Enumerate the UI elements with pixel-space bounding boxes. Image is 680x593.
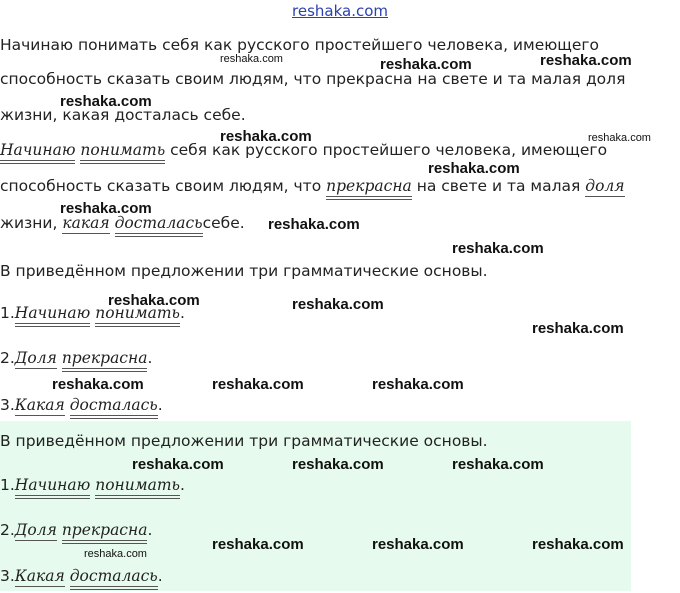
predicate-word: прекрасна: [62, 521, 148, 544]
watermark: reshaka.com: [372, 376, 464, 393]
plain-text: на свете и та малая: [416, 177, 581, 195]
predicate-word: понимать: [95, 304, 180, 327]
watermark: reshaka.com: [132, 456, 224, 473]
basis-item-2: 2.Доля прекрасна.: [0, 521, 152, 540]
watermark: reshaka.com: [428, 160, 520, 177]
watermark: reshaka.com: [52, 376, 144, 393]
predicate-word: понимать: [80, 141, 165, 164]
basis-item-3: 3.Какая досталась.: [0, 396, 163, 415]
watermark: reshaka.com: [540, 52, 632, 69]
plain-text: способность сказать своим людям, что: [0, 177, 322, 195]
watermark: reshaka.com: [84, 548, 147, 560]
watermark: reshaka.com: [220, 128, 312, 145]
subject-word: Какая: [14, 567, 65, 585]
predicate-word: досталась: [70, 567, 158, 590]
watermark: reshaka.com: [108, 292, 200, 309]
plain-text: себя как русского простейшего человека, имеющего: [170, 141, 608, 159]
analysis-intro: В приведённом предложении три грамматические основы.: [0, 262, 488, 280]
predicate-word: Начинаю: [0, 141, 75, 164]
watermark: reshaka.com: [212, 536, 304, 553]
subject-word: какая: [62, 214, 110, 232]
subject-word: Доля: [14, 349, 57, 367]
predicate-word: прекрасна: [62, 349, 148, 372]
predicate-word: досталась: [115, 214, 203, 237]
watermark: reshaka.com: [372, 536, 464, 553]
subject-word: Какая: [14, 396, 65, 414]
plain-text: себе.: [202, 214, 245, 232]
watermark: reshaka.com: [380, 56, 472, 73]
basis-item-1: 1.Начинаю понимать.: [0, 304, 185, 323]
watermark: reshaka.com: [212, 376, 304, 393]
paragraph-line: жизни, какая досталась себе.: [0, 106, 246, 124]
analysis-intro: В приведённом предложении три грамматические основы.: [0, 432, 488, 450]
paragraph-line: способность сказать своим людям, что прекрасна на свете и та малая доля: [0, 70, 626, 88]
predicate-word: досталась: [70, 396, 158, 419]
watermark: reshaka.com: [292, 296, 384, 313]
predicate-word: понимать: [95, 476, 180, 499]
basis-item-2: 2.Доля прекрасна.: [0, 349, 152, 368]
subject-word: доля: [585, 177, 625, 195]
basis-item-1: 1.Начинаю понимать.: [0, 476, 185, 495]
watermark: reshaka.com: [292, 456, 384, 473]
subject-word: Доля: [14, 521, 57, 539]
predicate-word: Начинаю: [15, 476, 90, 499]
basis-item-3: 3.Какая досталась.: [0, 567, 163, 586]
watermark: reshaka.com: [60, 200, 152, 217]
watermark: reshaka.com: [588, 132, 651, 144]
watermark: reshaka.com: [268, 216, 360, 233]
site-link[interactable]: reshaka.com: [292, 2, 388, 20]
watermark: reshaka.com: [532, 536, 624, 553]
watermark: reshaka.com: [452, 456, 544, 473]
predicate-word: прекрасна: [326, 177, 412, 200]
parsed-sentence-line-2: [0, 177, 625, 196]
watermark: reshaka.com: [452, 240, 544, 257]
paragraph-line: Начинаю понимать себя как русского простейшего человека, имеющего: [0, 36, 600, 54]
watermark: reshaka.com: [60, 93, 152, 110]
predicate-word: Начинаю: [15, 304, 90, 327]
watermark: reshaka.com: [220, 53, 283, 65]
plain-text: жизни,: [0, 214, 58, 232]
watermark: reshaka.com: [532, 320, 624, 337]
